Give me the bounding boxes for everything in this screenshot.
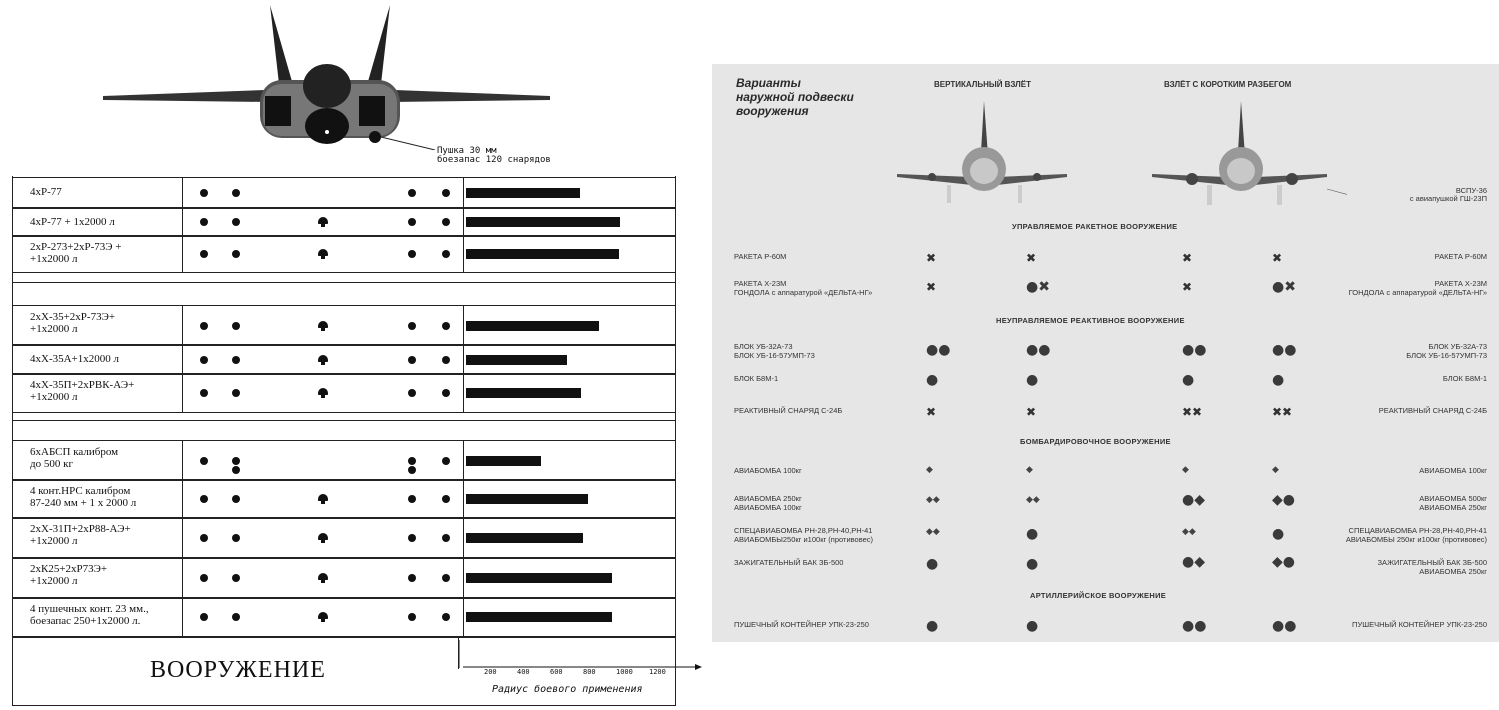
bomb-ball-icon: ●◆ xyxy=(1182,554,1205,570)
fuel-tank-icon xyxy=(318,612,328,619)
store-dot-icon xyxy=(232,356,240,364)
section-header: УПРАВЛЯЕМОЕ РАКЕТНОЕ ВООРУЖЕНИЕ xyxy=(1012,222,1178,231)
table-rule xyxy=(12,345,675,346)
store-dot-icon xyxy=(408,218,416,226)
table-rule xyxy=(463,558,464,598)
table-rule xyxy=(463,480,464,518)
bomb-cluster-icon: ◆◆ xyxy=(1026,495,1040,505)
store-dot-icon xyxy=(408,613,416,621)
right-variants-panel xyxy=(712,64,1499,642)
radius-bar xyxy=(466,249,619,259)
fuel-tank-icon xyxy=(318,355,328,362)
store-dot-icon xyxy=(232,613,240,621)
missile-icon: ✖✖ xyxy=(1272,405,1293,419)
bomb-ball-icon: ● xyxy=(1026,618,1039,634)
bomb-ball-icon: ● xyxy=(926,618,939,634)
store-dot-icon xyxy=(408,189,416,197)
store-dot-icon xyxy=(200,389,208,397)
missile-icon: ✖ xyxy=(1182,251,1193,265)
row-label: 4 конт.НРС калибром 87-240 мм + 1 х 2000 л xyxy=(30,485,137,509)
store-dot-icon xyxy=(232,534,240,542)
bomb-ball-icon: ● xyxy=(926,556,939,572)
weapon-label-left: РАКЕТА Р-60М xyxy=(734,252,787,261)
store-dot-icon xyxy=(232,189,240,197)
store-dot-icon xyxy=(232,322,240,330)
store-dot-icon xyxy=(200,534,208,542)
section-header: БОМБАРДИРОВОЧНОЕ ВООРУЖЕНИЕ xyxy=(1020,437,1171,446)
store-dot-icon xyxy=(442,250,450,258)
table-rule xyxy=(12,557,675,558)
bomb-ball-icon: ◆● xyxy=(1272,492,1295,508)
fuel-tank-icon xyxy=(318,217,328,224)
radius-bar xyxy=(466,494,588,504)
table-rule xyxy=(12,598,675,599)
table-rule xyxy=(12,558,675,559)
table-rule xyxy=(12,305,675,306)
row-label: 2хХ-35+2хР-73Э+ +1х2000 л xyxy=(30,311,116,335)
store-dot-icon xyxy=(442,218,450,226)
store-dot-icon xyxy=(200,322,208,330)
weapon-label-left: АВИАБОМБА 250кг АВИАБОМБА 100кг xyxy=(734,494,802,512)
store-dot-icon xyxy=(232,250,240,258)
store-dot-icon xyxy=(200,457,208,465)
store-dot-icon xyxy=(408,389,416,397)
vspu-note: ВСПУ-36 с авиапушкой ГШ-23П xyxy=(1409,186,1487,203)
bomb-cluster-icon: ◆◆ xyxy=(926,495,940,505)
bomb-ball-icon: ●✖ xyxy=(1026,279,1050,295)
store-dot-icon xyxy=(442,534,450,542)
section-header: АРТИЛЛЕРИЙСКОЕ ВООРУЖЕНИЕ xyxy=(1030,591,1167,600)
table-rule xyxy=(12,440,675,441)
bomb-cluster-icon: ◆ xyxy=(1272,465,1279,475)
table-rule xyxy=(12,344,675,345)
fuel-tank-icon xyxy=(318,388,328,395)
bomb-ball-icon: ● xyxy=(1026,526,1039,542)
fuel-tank-icon xyxy=(318,494,328,501)
bomb-ball-icon: ●● xyxy=(926,342,951,358)
radius-bar xyxy=(466,612,612,622)
row-label: 6хАБСП калибром до 500 кг xyxy=(30,446,119,470)
table-rule xyxy=(12,518,675,519)
bomb-cluster-icon: ◆◆ xyxy=(1182,527,1196,537)
store-dot-icon xyxy=(200,218,208,226)
weapon-label-right: АВИАБОМБА 100кг xyxy=(1419,466,1487,475)
bomb-ball-icon: ● xyxy=(1272,372,1285,388)
row-label: 4хР-77 xyxy=(30,186,62,198)
fuel-tank-icon xyxy=(318,533,328,540)
bomb-ball-icon: ● xyxy=(1026,372,1039,388)
store-dot-icon xyxy=(232,389,240,397)
radius-bar xyxy=(466,573,612,583)
axis-tick-label: 800 xyxy=(583,668,596,676)
bomb-ball-icon: ◆● xyxy=(1272,554,1295,570)
left-armament-chart xyxy=(0,0,700,710)
store-dot-icon xyxy=(408,356,416,364)
weapon-label-right: БЛОК УБ-32А-73 БЛОК УБ-16-57УМП-73 xyxy=(1406,342,1487,360)
missile-icon: ✖ xyxy=(1026,251,1037,265)
table-rule xyxy=(675,176,676,706)
weapon-label-right: СПЕЦАВИАБОМБА РН-28,РН-40,РН-41 АВИАБОМБЫ 250кг и100кг (противовес) xyxy=(1345,526,1487,544)
bomb-ball-icon: ●◆ xyxy=(1182,492,1205,508)
section-header: НЕУПРАВЛЯЕМОЕ РЕАКТИВНОЕ ВООРУЖЕНИЕ xyxy=(996,316,1185,325)
row-label: 4хХ-35П+2хРВК-АЭ+ +1х2000 л xyxy=(30,379,135,403)
store-dot-icon xyxy=(200,189,208,197)
table-rule xyxy=(463,598,464,636)
table-rule xyxy=(182,518,183,558)
radius-bar xyxy=(466,217,620,227)
store-dot-icon xyxy=(408,534,416,542)
table-rule xyxy=(182,306,183,345)
table-rule xyxy=(463,306,464,345)
store-dot-icon xyxy=(408,495,416,503)
bomb-cluster-icon: ◆ xyxy=(926,465,933,475)
store-dot-icon xyxy=(442,322,450,330)
store-dot-icon xyxy=(408,322,416,330)
weapon-label-right: БЛОК Б8М-1 xyxy=(1442,374,1487,383)
axis-tick-label: 1200 xyxy=(649,668,666,676)
row-label: 2хР-273+2хР-73Э + +1х2000 л xyxy=(30,241,122,265)
table-rule xyxy=(463,441,464,480)
weapon-label-right: ЗАЖИГАТЕЛЬНЫЙ БАК ЗБ-500 АВИАБОМБА 250кг xyxy=(1377,558,1487,576)
bomb-ball-icon: ●● xyxy=(1272,618,1297,634)
store-dot-icon xyxy=(442,189,450,197)
head-short: ВЗЛЁТ С КОРОТКИМ РАЗБЕГОМ xyxy=(1164,80,1292,89)
row-label: 4хР-77 + 1х2000 л xyxy=(30,216,115,228)
store-dot-icon xyxy=(232,466,240,474)
variants-title: Варианты наружной подвески вооружения xyxy=(736,76,854,118)
bomb-cluster-icon: ◆ xyxy=(1182,465,1189,475)
bomb-ball-icon: ●● xyxy=(1182,342,1207,358)
bomb-ball-icon: ● xyxy=(1026,556,1039,572)
weapon-label-left: БЛОК УБ-32А-73 БЛОК УБ-16-57УМП-73 xyxy=(734,342,815,360)
bomb-ball-icon: ● xyxy=(926,372,939,388)
weapon-label-left: АВИАБОМБА 100кг xyxy=(734,466,802,475)
table-rule xyxy=(12,374,675,375)
store-dot-icon xyxy=(232,574,240,582)
store-dot-icon xyxy=(232,495,240,503)
store-dot-icon xyxy=(442,574,450,582)
store-dot-icon xyxy=(442,356,450,364)
table-rule xyxy=(463,208,464,236)
store-dot-icon xyxy=(200,495,208,503)
radius-bar xyxy=(466,188,580,198)
gun-note: Пушка 30 мм боезапас 120 снарядов xyxy=(437,146,551,165)
table-rule xyxy=(12,176,13,706)
radius-bar xyxy=(466,355,567,365)
table-rule xyxy=(182,558,183,598)
store-dot-icon xyxy=(200,356,208,364)
weapon-label-left: РАКЕТА Х-23М ГОНДОЛА с аппаратурой «ДЕЛЬТА-НГ» xyxy=(734,279,873,297)
weapon-label-right: РАКЕТА Р-60М xyxy=(1434,252,1487,261)
head-vertical: ВЕРТИКАЛЬНЫЙ ВЗЛЁТ xyxy=(934,80,1032,89)
weapon-label-right: АВИАБОМБА 500кг АВИАБОМБА 250кг xyxy=(1419,494,1487,512)
weapon-label-left: СПЕЦАВИАБОМБА РН-28,РН-40,РН-41 АВИАБОМБЫ250кг и100кг (противовес) xyxy=(734,526,874,544)
table-rule xyxy=(182,236,183,272)
fuel-tank-icon xyxy=(318,573,328,580)
table-rule xyxy=(12,597,675,598)
table-rule xyxy=(12,177,675,178)
table-rule xyxy=(463,236,464,272)
table-rule xyxy=(12,479,675,480)
missile-icon: ✖ xyxy=(1182,280,1193,294)
axis-tick-label: 200 xyxy=(484,668,497,676)
page-title: ВООРУЖЕНИЕ xyxy=(150,657,326,683)
radius-bar xyxy=(466,533,583,543)
table-rule xyxy=(12,272,675,273)
table-rule xyxy=(182,345,183,374)
table-rule xyxy=(12,480,675,481)
store-dot-icon xyxy=(442,495,450,503)
bomb-cluster-icon: ◆ xyxy=(1026,465,1033,475)
store-dot-icon xyxy=(442,389,450,397)
table-rule xyxy=(182,178,183,208)
weapon-label-left: ПУШЕЧНЫЙ КОНТЕЙНЕР УПК-23-250 xyxy=(734,620,869,629)
table-rule xyxy=(12,637,675,638)
store-dot-icon xyxy=(200,613,208,621)
store-dot-icon xyxy=(232,218,240,226)
table-rule xyxy=(182,480,183,518)
table-rule xyxy=(12,373,675,374)
weapon-label-left: ЗАЖИГАТЕЛЬНЫЙ БАК ЗБ-500 xyxy=(734,558,844,567)
store-dot-icon xyxy=(408,574,416,582)
weapon-label-right: ПУШЕЧНЫЙ КОНТЕЙНЕР УПК-23-250 xyxy=(1352,620,1487,629)
row-label: 4хХ-35А+1х2000 л xyxy=(30,353,119,365)
store-dot-icon xyxy=(200,574,208,582)
missile-icon: ✖ xyxy=(926,405,937,419)
missile-icon: ✖ xyxy=(1026,405,1037,419)
table-rule xyxy=(458,637,459,669)
store-dot-icon xyxy=(442,457,450,465)
bomb-ball-icon: ●● xyxy=(1272,342,1297,358)
store-dot-icon xyxy=(408,250,416,258)
table-rule xyxy=(12,517,675,518)
table-rule xyxy=(463,178,464,208)
axis-tick-label: 1000 xyxy=(616,668,633,676)
table-rule xyxy=(12,235,675,236)
radius-bar xyxy=(466,321,599,331)
bomb-ball-icon: ●● xyxy=(1182,618,1207,634)
missile-icon: ✖ xyxy=(1272,251,1283,265)
table-rule xyxy=(12,705,675,706)
table-rule xyxy=(463,374,464,412)
fuel-tank-icon xyxy=(318,249,328,256)
bomb-ball-icon: ● xyxy=(1272,526,1285,542)
table-rule xyxy=(12,420,675,421)
missile-icon: ✖ xyxy=(926,280,937,294)
table-rule xyxy=(463,345,464,374)
row-label: 4 пушечных конт. 23 мм., боезапас 250+1х2000 л. xyxy=(30,603,149,627)
aircraft-vertical-icon xyxy=(892,99,1072,209)
weapon-label-right: РАКЕТА Х-23М ГОНДОЛА с аппаратурой «ДЕЛЬТА-НГ» xyxy=(1348,279,1487,297)
weapon-label-left: БЛОК Б8М-1 xyxy=(734,374,779,383)
table-rule xyxy=(12,207,675,208)
table-rule xyxy=(12,412,675,413)
axis-caption: Радиус боевого применения xyxy=(492,684,643,695)
axis-tick-label: 400 xyxy=(517,668,530,676)
store-dot-icon xyxy=(200,250,208,258)
table-rule xyxy=(182,598,183,636)
table-rule xyxy=(12,236,675,237)
table-rule xyxy=(12,282,675,283)
aircraft-front-view-icon xyxy=(95,0,565,150)
table-rule xyxy=(182,441,183,480)
bomb-ball-icon: ● xyxy=(1182,372,1195,388)
missile-icon: ✖ xyxy=(926,251,937,265)
weapon-label-left: РЕАКТИВНЫЙ СНАРЯД С-24Б xyxy=(734,406,843,415)
missile-icon: ✖✖ xyxy=(1182,405,1203,419)
fuel-tank-icon xyxy=(318,321,328,328)
weapon-label-right: РЕАКТИВНЫЙ СНАРЯД С-24Б xyxy=(1378,406,1487,415)
store-dot-icon xyxy=(232,457,240,465)
store-dot-icon xyxy=(408,466,416,474)
table-rule xyxy=(463,518,464,558)
table-rule xyxy=(12,208,675,209)
bomb-cluster-icon: ◆◆ xyxy=(926,527,940,537)
row-label: 2хК25+2хР73Э+ +1х2000 л xyxy=(30,563,108,587)
store-dot-icon xyxy=(408,457,416,465)
table-rule xyxy=(182,374,183,412)
radius-bar xyxy=(466,456,541,466)
store-dot-icon xyxy=(442,613,450,621)
table-rule xyxy=(182,208,183,236)
bomb-ball-icon: ●● xyxy=(1026,342,1051,358)
bomb-ball-icon: ●✖ xyxy=(1272,279,1296,295)
row-label: 2хХ-31П+2хР88-АЭ+ +1х2000 л xyxy=(30,523,131,547)
axis-tick-label: 600 xyxy=(550,668,563,676)
radius-bar xyxy=(466,388,581,398)
